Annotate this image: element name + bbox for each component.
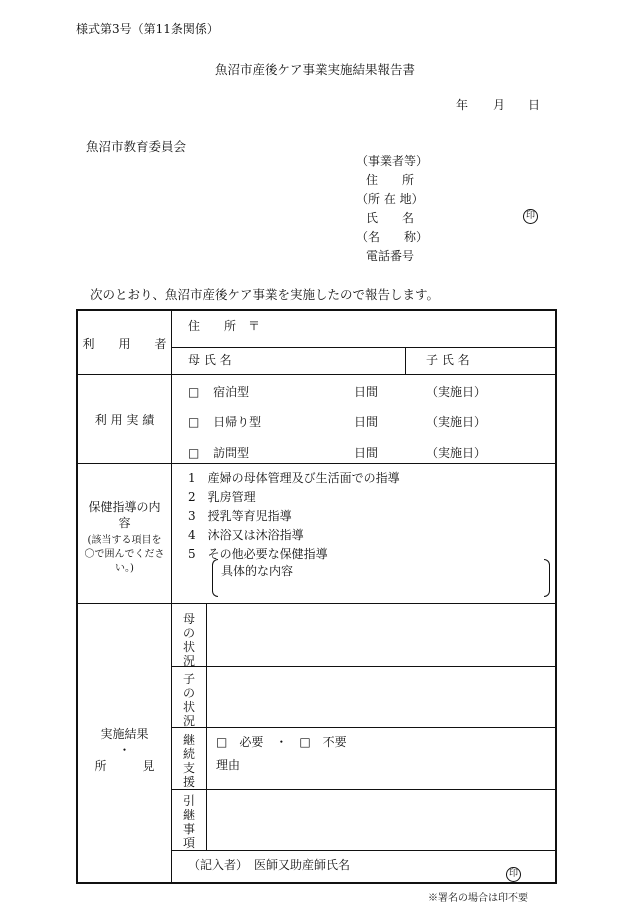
- unit-overnight: 日間: [354, 385, 379, 399]
- reason-label: 理由: [216, 758, 241, 772]
- child-status-label: 子の状況: [182, 672, 195, 728]
- recorder-seal-icon: 印: [506, 867, 521, 882]
- mother-name-label: 母 氏 名: [188, 353, 232, 367]
- label-column-line: [171, 311, 172, 882]
- guidance-item-4: 4 沐浴又は沐浴指導: [188, 528, 304, 542]
- usage-row-overnight: [188, 383, 249, 400]
- mother-status-label: 母の状況: [182, 612, 195, 668]
- checkbox-daytrip[interactable]: □: [188, 415, 200, 429]
- divider-handover: [171, 850, 555, 851]
- date-day: 日: [528, 98, 541, 112]
- divider-mother-status: [171, 666, 555, 667]
- unit-visit: 日間: [354, 446, 379, 460]
- detail-bracket-right: [544, 559, 550, 597]
- recorder-label: （記入者） 医師又助産師氏名: [188, 858, 351, 872]
- addressee: 魚沼市教育委員会: [86, 139, 187, 154]
- results-label-line1: 実施結果: [100, 727, 149, 741]
- form-number: 様式第3号（第11条関係）: [76, 22, 219, 36]
- location-label: （所 在 地）: [356, 192, 424, 206]
- divider-child-status: [171, 727, 555, 728]
- note-overnight: （実施日）: [426, 385, 487, 399]
- checkbox-visit[interactable]: □: [188, 446, 200, 460]
- user-name-split: [405, 347, 406, 374]
- results-label-line3: 所 見: [94, 759, 155, 773]
- guidance-label-line1: 保健指導の内: [88, 500, 161, 514]
- guidance-note-line3: い。): [115, 563, 134, 574]
- user-label: 利 用 者: [82, 337, 167, 351]
- report-table: [76, 309, 557, 884]
- usage-row-daytrip: [188, 413, 261, 430]
- checkbox-overnight[interactable]: □: [188, 385, 200, 399]
- business-label: （事業者等）: [356, 154, 429, 168]
- unit-daytrip: 日間: [354, 415, 379, 429]
- guidance-note-line2: 〇で囲んでくださ: [84, 549, 165, 560]
- usage-row-visit: [188, 444, 249, 461]
- results-label-line2: ・: [118, 743, 131, 757]
- name-label: 氏 名: [366, 211, 415, 225]
- handover-label: 引継事項: [182, 794, 195, 850]
- child-name-label: 子 氏 名: [426, 353, 470, 367]
- note-daytrip: （実施日）: [426, 415, 487, 429]
- note-visit: （実施日）: [426, 446, 487, 460]
- type-daytrip: 日帰り型: [213, 415, 262, 429]
- detail-bracket-left: [212, 559, 218, 597]
- date-year: 年: [456, 98, 469, 112]
- user-address-label: 住 所 〒: [188, 319, 261, 333]
- divider-usage: [78, 463, 555, 464]
- guidance-item-5: 5 その他必要な保健指導: [188, 547, 328, 561]
- divider-user: [78, 374, 555, 375]
- divider-continuation: [171, 789, 555, 790]
- guidance-label-line2: 容: [118, 516, 131, 530]
- intro-text: 次のとおり、魚沼市産後ケア事業を実施したので報告します。: [90, 287, 440, 302]
- guidance-note-line1: (該当する項目を: [87, 535, 162, 546]
- type-visit: 訪問型: [213, 446, 250, 460]
- detail-label: 具体的な内容: [221, 564, 294, 578]
- document-title: 魚沼市産後ケア事業実施結果報告書: [214, 62, 415, 77]
- usage-label: 利 用 実 績: [94, 413, 155, 427]
- guidance-item-2: 2 乳房管理: [188, 490, 256, 504]
- continuation-label: 継続支援: [182, 733, 195, 789]
- guidance-item-3: 3 授乳等育児指導: [188, 509, 292, 523]
- date-month: 月: [493, 98, 506, 112]
- guidance-item-1: 1 産婦の母体管理及び生活面での指導: [188, 471, 400, 485]
- continuation-options[interactable]: □ 必要 ・ □ 不要: [216, 735, 347, 749]
- company-label: （名 称）: [356, 230, 429, 244]
- divider-guidance: [78, 603, 555, 604]
- address-label: 住 所: [366, 173, 415, 187]
- phone-label: 電話番号: [366, 249, 415, 263]
- applicant-seal-icon: 印: [523, 209, 538, 224]
- user-inner-divider: [171, 347, 555, 348]
- type-overnight: 宿泊型: [213, 385, 250, 399]
- footnote: ※署名の場合は印不要: [428, 893, 528, 904]
